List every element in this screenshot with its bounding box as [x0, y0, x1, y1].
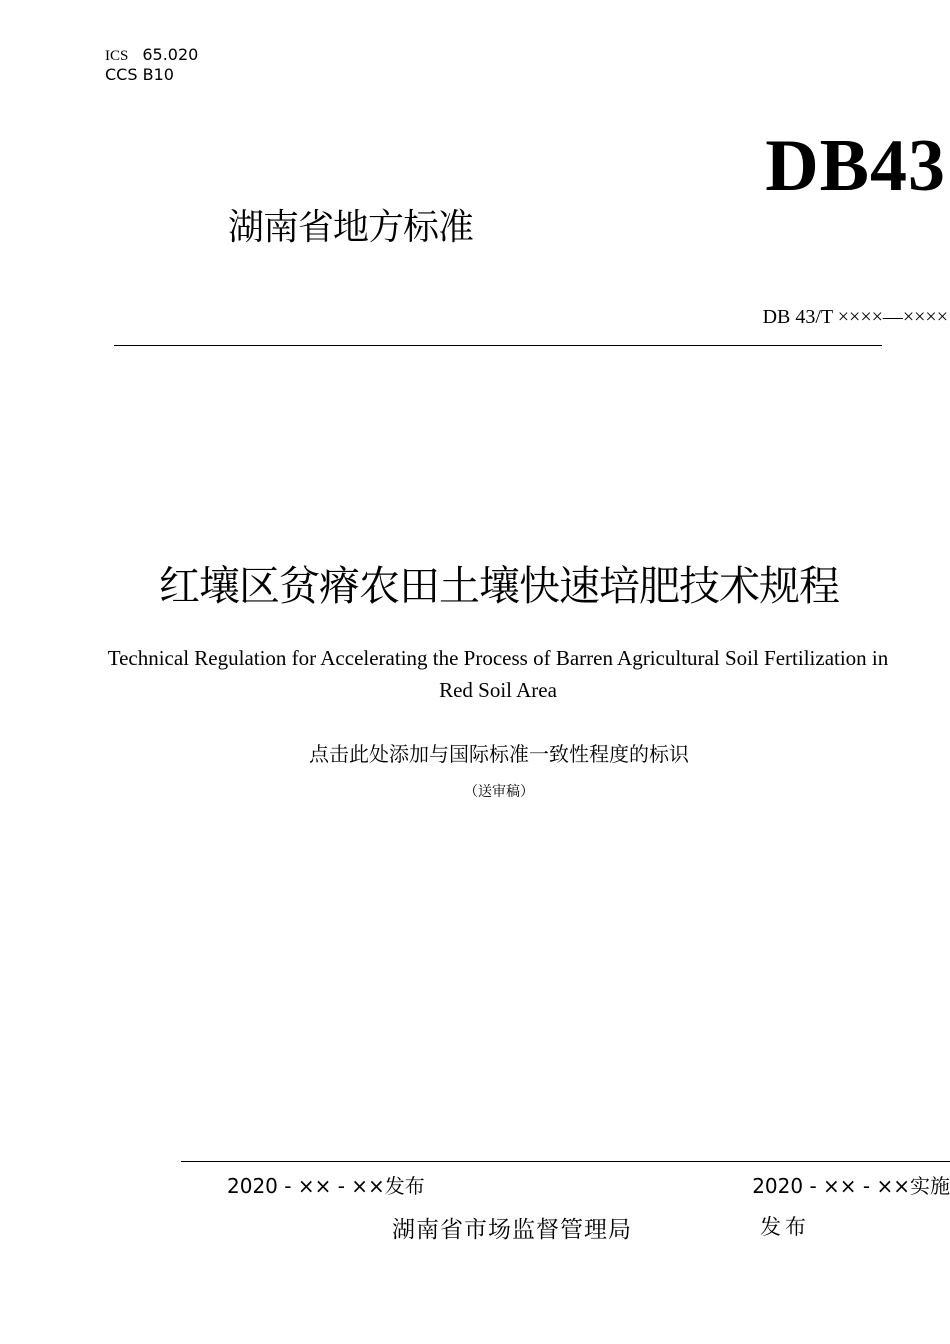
- db43-logo: DB43: [765, 125, 946, 207]
- ics-label: ICS: [105, 48, 129, 64]
- issue-date: 2020 - ×× - ××发布: [227, 1174, 425, 1198]
- issue-word: 发布: [760, 1215, 810, 1239]
- standard-number: DB 43/T ××××—××××: [762, 306, 948, 328]
- standard-type: 湖南省地方标准: [228, 207, 474, 248]
- ccs-classification: CCS B10: [105, 65, 174, 84]
- ics-code: 65.020: [142, 45, 199, 64]
- document-title-english: Technical Regulation for Accelerating the Process of Barren Agricultural Soil Fertilization in Red Soil Area: [107, 646, 889, 702]
- top-divider: [114, 345, 882, 346]
- draft-status: （送审稿）: [464, 784, 534, 800]
- ics-classification: [105, 46, 198, 65]
- conformity-placeholder[interactable]: 点击此处添加与国际标准一致性程度的标识: [309, 742, 689, 766]
- document-title-chinese: 红壤区贫瘠农田土壤快速培肥技术规程: [159, 562, 839, 610]
- issuing-authority: 湖南省市场监督管理局: [392, 1217, 632, 1243]
- bottom-divider: [181, 1161, 950, 1162]
- implementation-date: 2020 - ×× - ××实施: [752, 1174, 950, 1198]
